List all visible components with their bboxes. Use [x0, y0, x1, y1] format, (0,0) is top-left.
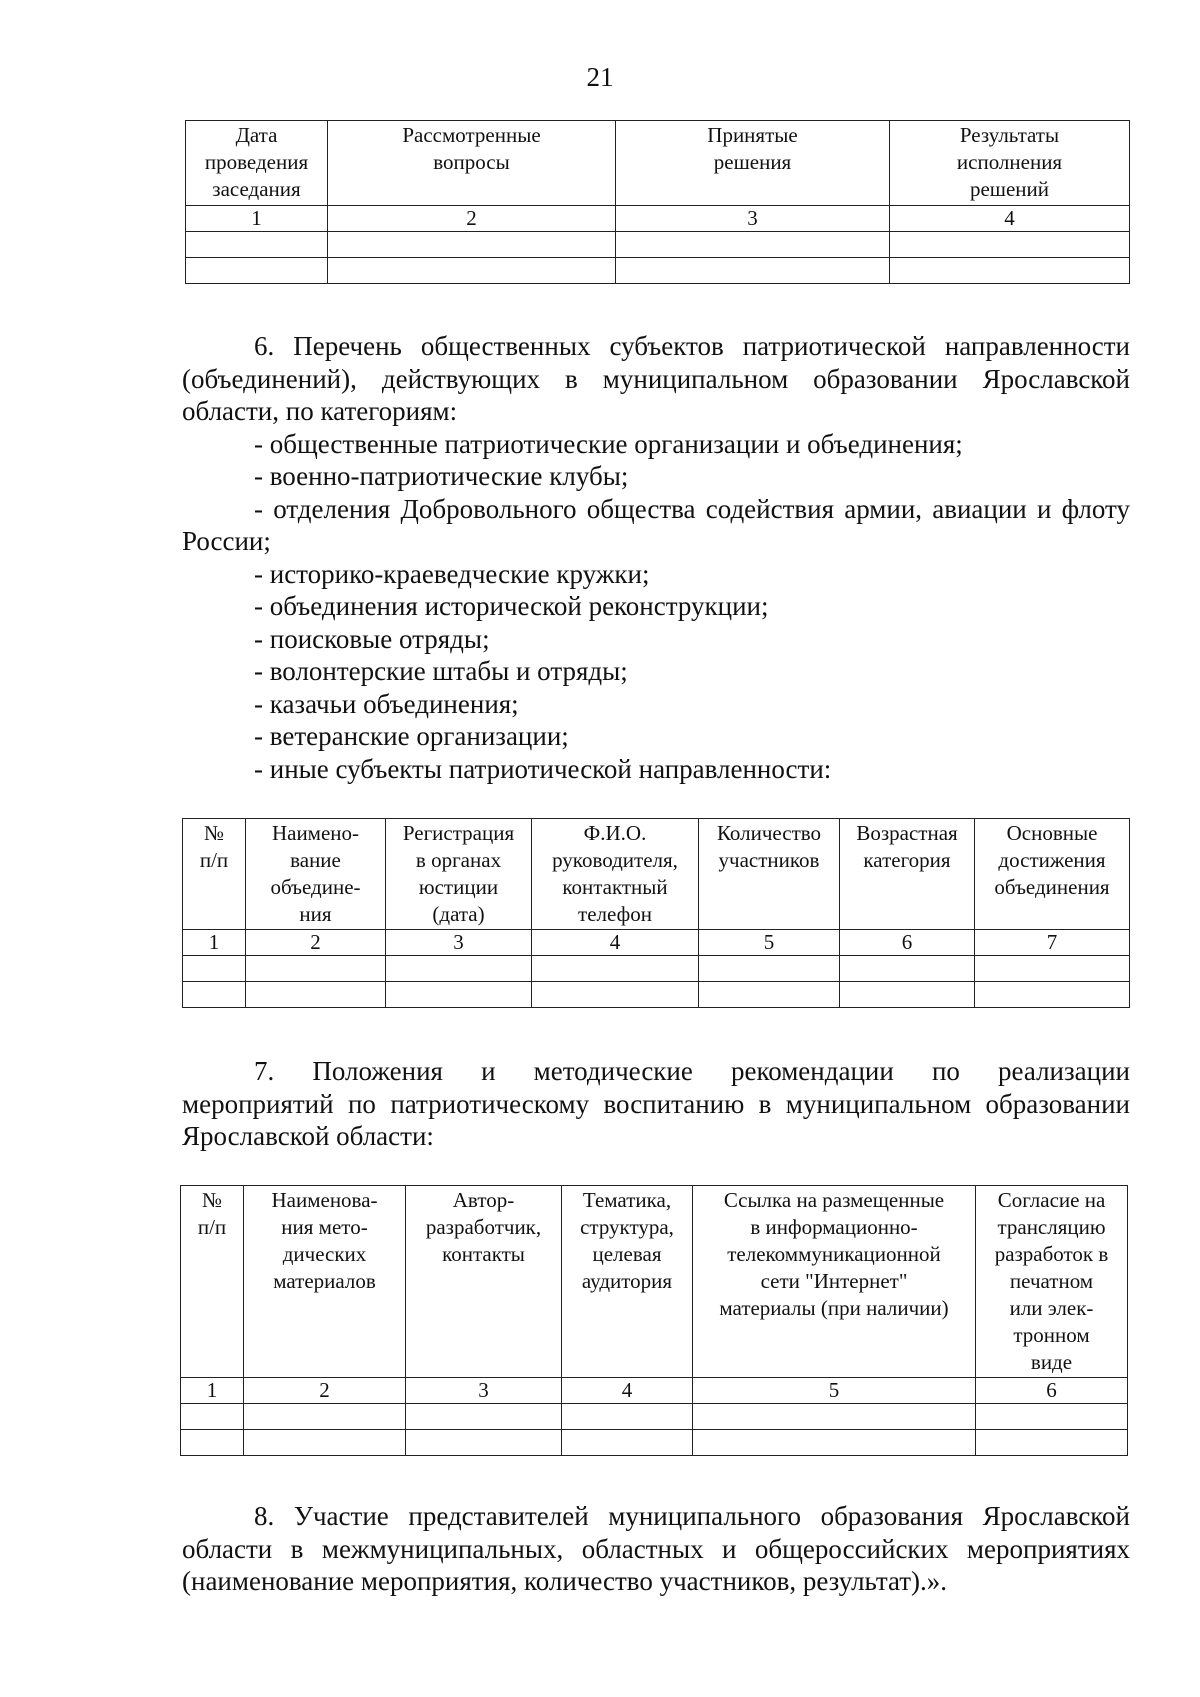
- header-cell: Результаты исполнения решений: [890, 121, 1130, 206]
- empty-cell: [890, 232, 1130, 258]
- section-7: [182, 1055, 1130, 1153]
- header-cell: Количество участников: [699, 819, 840, 930]
- column-number: 4: [562, 1378, 693, 1404]
- empty-cell: [246, 982, 386, 1008]
- empty-cell: [183, 956, 246, 982]
- table-row: [183, 982, 1130, 1008]
- page-number: 21: [586, 62, 614, 92]
- category-item: - военно-патриотические клубы;: [254, 461, 629, 491]
- header-cell: Рассмотренные вопросы: [328, 121, 616, 206]
- column-number: 3: [406, 1378, 562, 1404]
- column-number-row: [181, 1378, 1128, 1404]
- header-cell: Регистрация в органах юстиции (дата): [386, 819, 532, 930]
- header-cell: Основные достижения объединения: [975, 819, 1130, 930]
- table-header-row: [181, 1186, 1128, 1378]
- column-number: 4: [532, 930, 699, 956]
- section-7-line: Ярославской области:: [182, 1121, 434, 1151]
- empty-cell: [699, 982, 840, 1008]
- column-number: 6: [976, 1378, 1128, 1404]
- empty-cell: [186, 258, 328, 284]
- category-item: - казачьи объединения;: [254, 688, 519, 719]
- section-8: [182, 1500, 1130, 1598]
- column-number: 2: [328, 206, 616, 232]
- table-header-row: [183, 819, 1130, 930]
- empty-cell: [976, 1404, 1128, 1430]
- header-cell: Принятые решения: [616, 121, 890, 206]
- section-7-line: 7. Положения и методические рекомендации по реализации: [254, 1056, 1130, 1086]
- empty-cell: [328, 258, 616, 284]
- empty-cell: [693, 1404, 976, 1430]
- header-cell: Возрастная категория: [840, 819, 975, 930]
- column-number: 4: [890, 206, 1130, 232]
- table-row: [186, 232, 1130, 258]
- column-number: 3: [616, 206, 890, 232]
- empty-cell: [693, 1430, 976, 1456]
- materials-table: [180, 1185, 1128, 1456]
- category-item: - общественные патриотические организации и объединения;: [254, 428, 963, 459]
- empty-cell: [616, 258, 890, 284]
- column-number: 7: [975, 930, 1130, 956]
- empty-cell: [181, 1404, 244, 1430]
- empty-cell: [976, 1430, 1128, 1456]
- header-cell: Наименова- ния мето- дических материалов: [244, 1186, 406, 1378]
- category-item: - поисковые отряды;: [254, 623, 490, 654]
- column-number: 1: [183, 930, 246, 956]
- table-header-row: [186, 121, 1130, 206]
- empty-cell: [386, 956, 532, 982]
- column-number: 5: [693, 1378, 976, 1404]
- column-number-row: [186, 206, 1130, 232]
- empty-cell: [406, 1404, 562, 1430]
- section-7-line: мероприятий по патриотическому воспитанию в муниципальном образовании: [182, 1088, 1130, 1119]
- category-item: - волонтерские штабы и отряды;: [254, 656, 628, 686]
- empty-cell: [532, 956, 699, 982]
- table-row: [183, 956, 1130, 982]
- empty-cell: [699, 956, 840, 982]
- empty-cell: [406, 1430, 562, 1456]
- header-cell: № п/п: [181, 1186, 244, 1378]
- empty-cell: [244, 1404, 406, 1430]
- empty-cell: [975, 982, 1130, 1008]
- empty-cell: [840, 956, 975, 982]
- header-cell: Автор- разработчик, контакты: [406, 1186, 562, 1378]
- empty-cell: [244, 1430, 406, 1456]
- empty-cell: [386, 982, 532, 1008]
- column-number: 2: [244, 1378, 406, 1404]
- section-8-line: 8. Участие представителей муниципального образования Ярославской: [254, 1501, 1130, 1531]
- empty-cell: [975, 956, 1130, 982]
- table-row: [181, 1404, 1128, 1430]
- header-cell: Тематика, структура, целевая аудитория: [562, 1186, 693, 1378]
- empty-cell: [183, 982, 246, 1008]
- column-number: 1: [181, 1378, 244, 1404]
- empty-cell: [186, 232, 328, 258]
- associations-table: [182, 818, 1130, 1008]
- category-item: - отделения Добровольного общества содействия армии, авиации и флоту России;: [182, 493, 1130, 556]
- section-6: [182, 330, 1130, 785]
- column-number: 3: [386, 930, 532, 956]
- section-6-intro-line: области, по категориям:: [182, 396, 458, 426]
- column-number: 6: [840, 930, 975, 956]
- empty-cell: [890, 258, 1130, 284]
- header-cell: Ссылка на размещенные в информационно- телекоммуникационной сети "Интернет" материалы (при наличии): [693, 1186, 976, 1378]
- empty-cell: [532, 982, 699, 1008]
- header-cell: Дата проведения заседания: [186, 121, 328, 206]
- category-item: - объединения исторической реконструкции;: [254, 591, 769, 621]
- section-8-line: (наименование мероприятия, количество участников, результат).».: [182, 1566, 948, 1596]
- empty-cell: [562, 1404, 693, 1430]
- section-6-intro-line: (объединений), действующих в муниципальном образовании Ярославской: [182, 363, 1130, 394]
- meetings-table: [185, 120, 1130, 284]
- empty-cell: [181, 1430, 244, 1456]
- empty-cell: [562, 1430, 693, 1456]
- empty-cell: [840, 982, 975, 1008]
- column-number: 1: [186, 206, 328, 232]
- header-cell: Ф.И.О. руководителя, контактный телефон: [532, 819, 699, 930]
- column-number-row: [183, 930, 1130, 956]
- empty-cell: [246, 956, 386, 982]
- section-8-line: области в межмуниципальных, областных и общероссийских мероприятиях: [182, 1533, 1130, 1564]
- column-number: 2: [246, 930, 386, 956]
- header-cell: Наимено- вание объедине- ния: [246, 819, 386, 930]
- header-cell: Согласие на трансляцию разработок в печатном или элек- тронном виде: [976, 1186, 1128, 1378]
- table-row: [181, 1430, 1128, 1456]
- empty-cell: [328, 232, 616, 258]
- category-item: - историко-краеведческие кружки;: [254, 558, 650, 589]
- table-row: [186, 258, 1130, 284]
- header-cell: № п/п: [183, 819, 246, 930]
- section-6-intro-line: 6. Перечень общественных субъектов патриотической направленности: [254, 331, 1130, 361]
- column-number: 5: [699, 930, 840, 956]
- category-item: - ветеранские организации;: [254, 721, 569, 751]
- category-item: - иные субъекты патриотической направленности:: [254, 753, 832, 784]
- empty-cell: [616, 232, 890, 258]
